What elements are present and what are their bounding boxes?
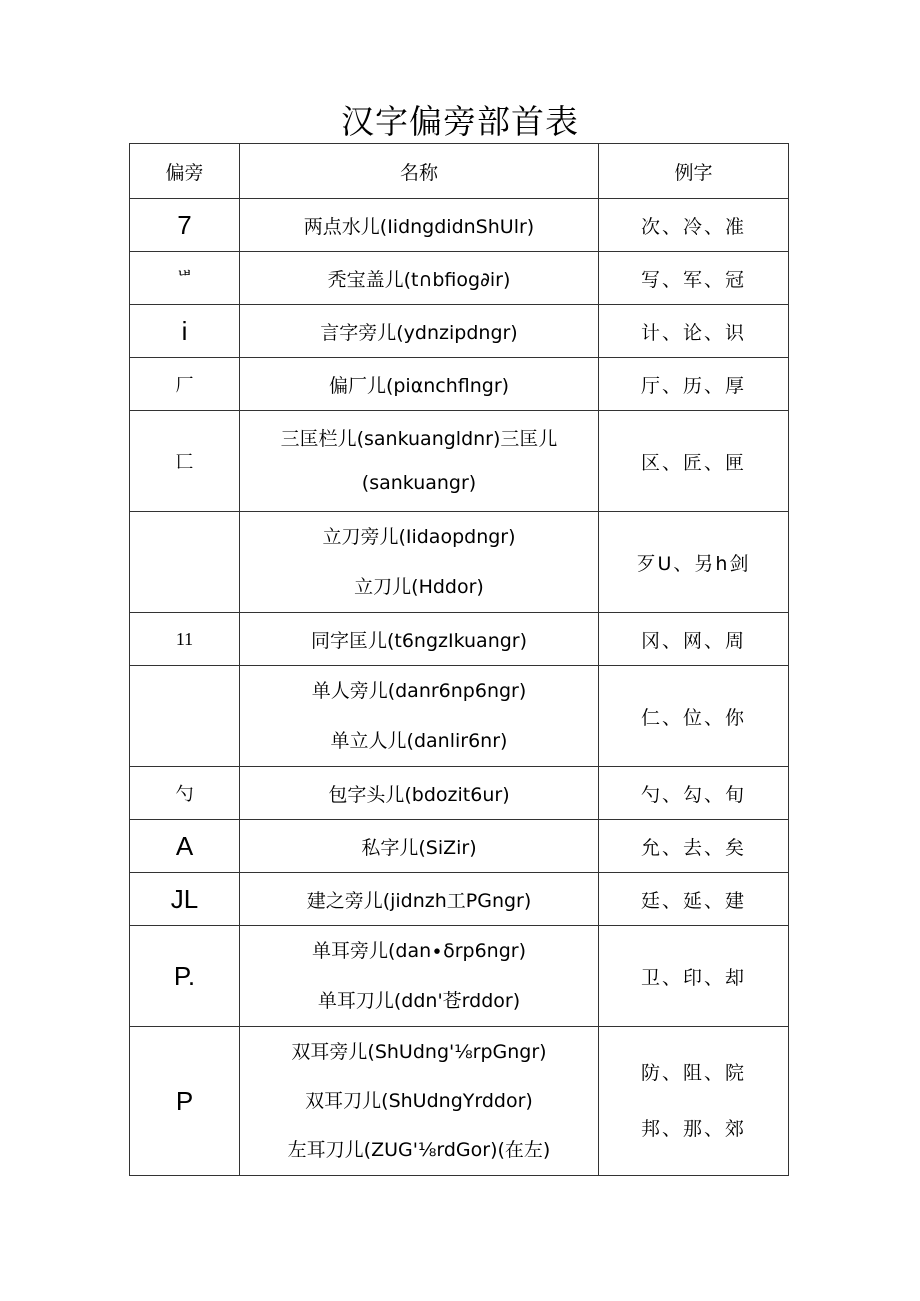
table-row <box>130 199 789 252</box>
table-row <box>130 820 789 873</box>
header-examples: 例字 <box>599 144 789 199</box>
examples-line: 邦、那、郊 <box>640 1118 746 1140</box>
table-row <box>130 926 789 1027</box>
radical-name: 双耳旁儿(ShUdng'⅛rpGngr) <box>291 1040 547 1063</box>
name-cell <box>240 512 599 613</box>
radical-cell: 匸 <box>130 411 240 512</box>
name-cell <box>240 1027 599 1176</box>
radical-name: (sankuangr) <box>361 472 477 494</box>
radical-name: 单耳旁儿(dan∙δrp6ngr) <box>312 940 526 962</box>
name-cell <box>240 873 599 926</box>
examples-cell: 写、军、冠 <box>599 252 789 305</box>
table-row <box>130 411 789 512</box>
radical-table <box>129 143 789 1176</box>
examples-cell: 允、去、矣 <box>599 820 789 873</box>
examples-cell: 仁、位、你 <box>599 666 789 767</box>
radical-name: 同字匡儿(t6ngzIkuangr) <box>310 629 528 652</box>
name-cell <box>240 199 599 252</box>
name-cell <box>240 666 599 767</box>
radical-cell: 11 <box>130 613 240 666</box>
radical-name: 立刀旁儿(Iidaopdngr) <box>322 526 516 548</box>
name-cell <box>240 613 599 666</box>
radical-cell: A <box>130 820 240 873</box>
header-name: 名称 <box>240 144 599 199</box>
name-cell <box>240 305 599 358</box>
examples-cell: 廷、延、建 <box>599 873 789 926</box>
radical-cell: i <box>130 305 240 358</box>
radical-name: 单人旁儿(danr6np6ngr) <box>311 680 527 702</box>
examples-cell: 歹U、另h剑 <box>599 512 789 613</box>
examples-cell <box>599 1027 789 1176</box>
name-cell <box>240 252 599 305</box>
examples-cell: 次、冷、准 <box>599 199 789 252</box>
name-cell <box>240 926 599 1027</box>
radical-cell: 厂 <box>130 358 240 411</box>
header-radical: 偏旁 <box>130 144 240 199</box>
table-row <box>130 873 789 926</box>
radical-cell: 勺 <box>130 767 240 820</box>
radical-name: 单耳刀儿(ddn'苍rddor) <box>317 990 521 1012</box>
radical-cell <box>130 666 240 767</box>
table-row <box>130 252 789 305</box>
table-header-row <box>130 144 789 199</box>
radical-cell: ᄖ <box>130 252 240 305</box>
radical-name: 左耳刀儿(ZUG'⅛rdGor)(在左) <box>287 1138 551 1161</box>
name-cell <box>240 820 599 873</box>
radical-name: 私字儿(SiZir) <box>361 836 477 859</box>
examples-cell: 区、匠、匣 <box>599 411 789 512</box>
radical-name: 包字头儿(bdozit6ur) <box>328 783 510 806</box>
table-row <box>130 1027 789 1176</box>
page-title: 汉字偏旁部首表 <box>341 102 579 141</box>
examples-cell: 卫、印、却 <box>599 926 789 1027</box>
radical-cell: P. <box>130 926 240 1027</box>
radical-name: 言字旁儿(ydnzipdngr) <box>320 321 518 344</box>
table-row <box>130 305 789 358</box>
table-row <box>130 613 789 666</box>
table-row <box>130 767 789 820</box>
radical-cell: P <box>130 1027 240 1176</box>
examples-line: 防、阻、院 <box>640 1062 746 1084</box>
name-cell <box>240 358 599 411</box>
table-row <box>130 666 789 767</box>
table-row <box>130 358 789 411</box>
radical-name: 秃宝盖儿(t∩bfiog∂ir) <box>327 268 511 291</box>
table-row <box>130 512 789 613</box>
examples-cell: 勺、勾、旬 <box>599 767 789 820</box>
radical-name: 三匡栏儿(sankuangldnr)三匡儿 <box>280 428 558 450</box>
radical-cell: 7 <box>130 199 240 252</box>
name-cell <box>240 411 599 512</box>
radical-name: 单立人儿(danlir6nr) <box>330 730 508 752</box>
radical-cell: JL <box>130 873 240 926</box>
radical-name: 两点水儿(IidngdidnShUlr) <box>303 215 535 238</box>
radical-cell <box>130 512 240 613</box>
name-cell <box>240 767 599 820</box>
radical-name: 立刀儿(Hddor) <box>354 576 484 598</box>
radical-name: 建之旁儿(jidnzh工PGngr) <box>306 889 532 912</box>
radical-name: 偏厂儿(piαnchflngr) <box>328 374 510 397</box>
examples-cell: 计、论、识 <box>599 305 789 358</box>
examples-cell: 冈、网、周 <box>599 613 789 666</box>
examples-cell: 厅、历、厚 <box>599 358 789 411</box>
radical-name: 双耳刀儿(ShUdngYrddor) <box>305 1089 533 1112</box>
